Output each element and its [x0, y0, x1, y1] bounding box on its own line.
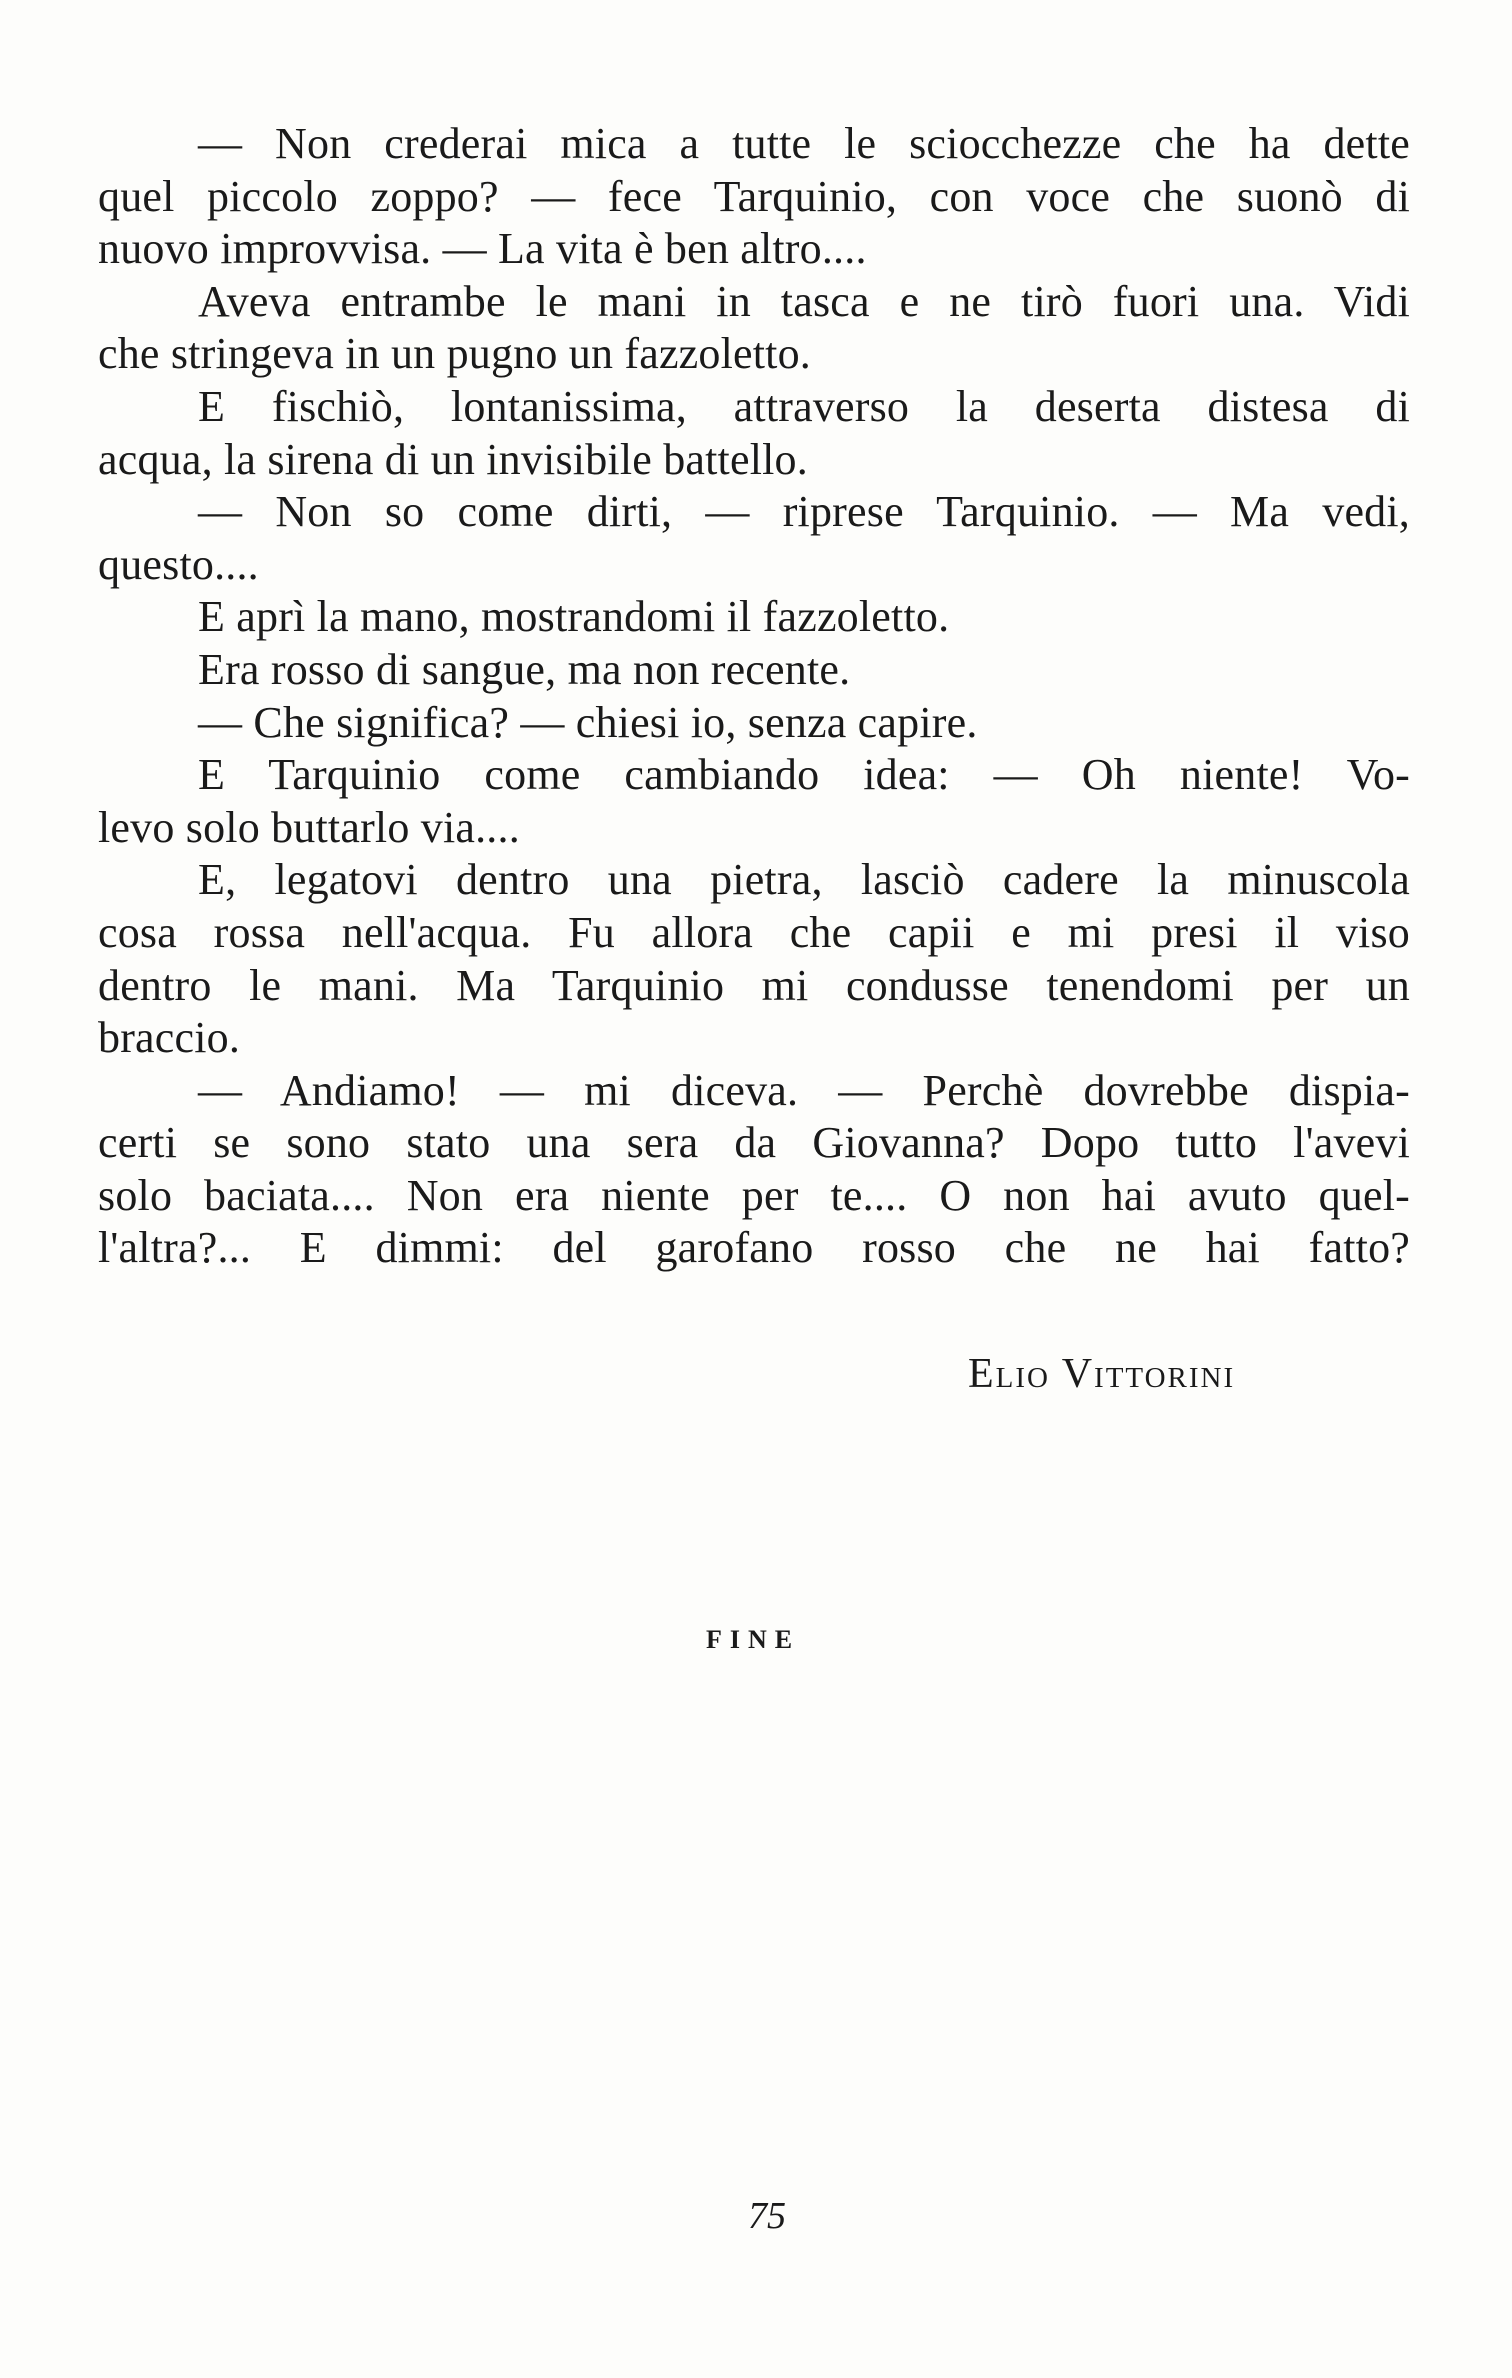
text-line: nuovo improvvisa. — La vita è ben altro.... [98, 224, 867, 274]
author-signature: Elio Vittorini [968, 1351, 1236, 1397]
text-line: cosa rossa nell'acqua. Fu allora che capii e mi presi il viso [98, 907, 1410, 957]
text-line: E fischiò, lontanissima, attraverso la deserta distesa di [198, 381, 1410, 431]
text-line: acqua, la sirena di un invisibile battello. [98, 434, 808, 484]
text-line: — Non crederai mica a tutte le sciocchezze che ha dette [198, 119, 1410, 168]
text-line: Era rosso di sangue, ma non recente. [198, 644, 851, 694]
text-line: che stringeva in un pugno un fazzoletto. [98, 329, 812, 379]
text-line: questo.... [98, 539, 259, 589]
text-line: — Andiamo! — mi diceva. — Perchè dovrebbe dispia- [198, 1065, 1410, 1115]
text-line: solo baciata.... Non era niente per te.... O non hai avuto quel- [98, 1170, 1410, 1220]
text-line: E aprì la mano, mostrandomi il fazzoletto. [198, 592, 950, 642]
text-line: Aveva entrambe le mani in tasca e ne tirò fuori una. Vidi [198, 276, 1410, 326]
text-line: l'altra?... E dimmi: del garofano rosso che ne hai fatto? [98, 1223, 1410, 1273]
text-line: levo solo buttarlo via.... [98, 802, 520, 852]
text-line: — Che significa? — chiesi io, senza capire. [198, 697, 978, 747]
end-mark: FINE [706, 1625, 801, 1654]
text-line: certi se sono stato una sera da Giovanna? Dopo tutto l'avevi [98, 1118, 1410, 1168]
text-line: braccio. [98, 1013, 241, 1063]
text-line: E, legatovi dentro una pietra, lasciò cadere la minuscola [198, 855, 1410, 905]
body-text [98, 118, 1410, 1275]
text-line: dentro le mani. Ma Tarquinio mi condusse tenendomi per un [98, 960, 1410, 1010]
page-number: 75 [748, 2195, 786, 2237]
text-line: E Tarquinio come cambiando idea: — Oh niente! Vo- [198, 750, 1410, 800]
text-line: quel piccolo zoppo? — fece Tarquinio, con voce che suonò di [98, 171, 1410, 221]
text-line: — Non so come dirti, — riprese Tarquinio. — Ma vedi, [198, 487, 1410, 537]
